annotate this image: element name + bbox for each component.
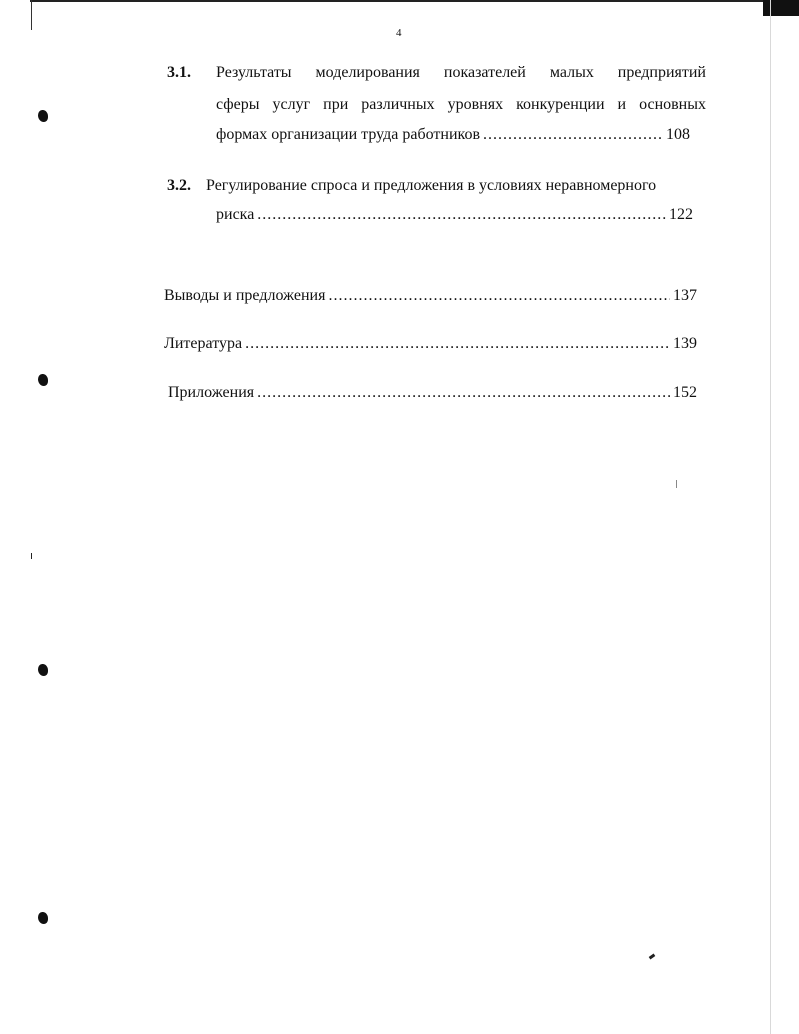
section-number: 3.1. xyxy=(167,64,191,81)
toc-page-number: 152 xyxy=(673,384,697,401)
toc-entry-conclusions[interactable] xyxy=(164,287,697,305)
toc-entry-text-line: Результаты моделирования показателей малых предприятий xyxy=(216,64,706,81)
section-number: 3.2. xyxy=(167,177,191,194)
toc-entry-title: Приложения xyxy=(168,384,255,401)
dot-leader xyxy=(257,384,670,402)
toc-entry-3-1[interactable] xyxy=(216,126,690,144)
dot-leader xyxy=(483,126,663,144)
dot-leader xyxy=(257,206,666,224)
toc-entry-text-line: Регулирование спроса и предложения в условиях неравномерного xyxy=(206,177,657,194)
dot-leader xyxy=(245,335,670,353)
scan-edge-right xyxy=(770,0,771,1034)
punch-hole-mark xyxy=(38,664,48,676)
toc-entry-literature[interactable] xyxy=(164,335,697,353)
punch-hole-mark xyxy=(38,374,48,386)
scan-speck xyxy=(676,480,677,488)
punch-hole-mark xyxy=(38,912,48,924)
toc-entry-title: риска xyxy=(216,206,255,223)
dot-leader xyxy=(328,287,670,305)
scan-speck xyxy=(649,954,656,960)
page-number: 4 xyxy=(396,27,402,39)
toc-page-number: 137 xyxy=(673,287,697,304)
toc-entry-title: Литература xyxy=(164,335,243,352)
toc-entry-3-2[interactable] xyxy=(216,206,693,224)
toc-entry-appendices[interactable] xyxy=(168,384,697,402)
toc-entry-text-line: сферы услуг при различных уровнях конкуренции и основных xyxy=(216,96,706,113)
toc-page-number: 108 xyxy=(666,126,690,143)
scan-corner-shadow xyxy=(763,0,799,16)
scan-edge-left xyxy=(31,0,32,30)
scan-speck xyxy=(31,553,32,559)
toc-page-number: 139 xyxy=(673,335,697,352)
toc-entry-title: Выводы и предложения xyxy=(164,287,326,304)
scan-edge-top xyxy=(30,0,770,2)
toc-entry-title: формах организации труда работников xyxy=(216,126,481,143)
toc-page-number: 122 xyxy=(669,206,693,223)
punch-hole-mark xyxy=(38,110,48,122)
